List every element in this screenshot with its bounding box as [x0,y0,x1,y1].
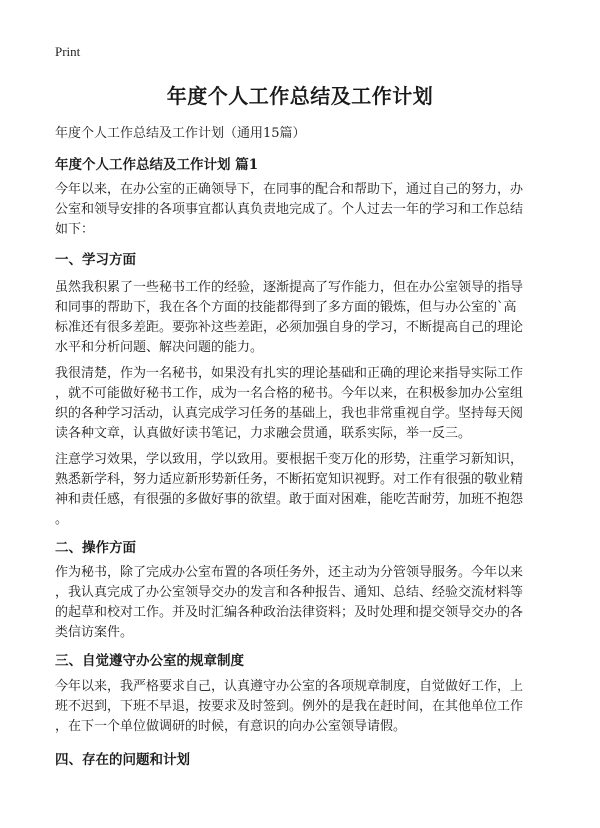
section-heading-study: 一、学习方面 [55,252,136,268]
section-heading-operation: 二、操作方面 [55,540,136,556]
paragraph-line: 作为秘书，除了完成办公室布置的各项任务外，还主动为分管领导服务。今年以来 [55,565,524,580]
paragraph-line: 神和责任感，有很强的多做好事的欲望。敢于面对困难，能吃苦耐劳，加班不抱怨 [55,492,524,507]
paragraph-line: 织的各种学习活动，认真完成学习任务的基础上，我也非常重视自学。坚持每天阅 [55,406,524,421]
paragraph-line: 熟悉新学科，努力适应新形势新任务，不断拓宽知识视野。对工作有很强的敬业精 [55,472,524,487]
intro-paragraph [55,180,550,240]
rules-paragraph-1 [55,677,550,737]
study-paragraph-2 [55,364,550,444]
paragraph-line: 。 [55,512,69,527]
paragraph-line: ，我认真完成了办公室领导交办的发言和各种报告、通知、总结、经验交流材料等 [55,585,524,600]
print-link[interactable]: Print [55,44,81,59]
study-paragraph-1 [55,278,550,358]
paragraph-line: 读各种文章，认真做好读书笔记，力求融会贯通，联系实际，举一反三。 [55,426,472,441]
section-heading-issues: 四、存在的问题和计划 [55,752,190,768]
paragraph-line: 如下： [55,222,95,237]
article-title: 年度个人工作总结及工作计划 篇1 [55,157,259,173]
paragraph-line: 和同事的帮助下，我在各个方面的技能都得到了多方面的锻炼，但与办公室的`高 [55,300,517,315]
document-title: 年度个人工作总结及工作计划 [166,84,434,108]
paragraph-line: 今年以来，我严格要求自己，认真遵守办公室的各项规章制度，自觉做好工作，上 [55,679,524,694]
paragraph-line: 班不迟到，下班不早退，按要求及时签到。例外的是我在赶时间，在其他单位工作 [55,699,524,714]
document-subtitle: 年度个人工作总结及工作计划（通用15篇） [55,126,306,141]
study-paragraph-3 [55,450,550,530]
paragraph-line: 的起草和校对工作。并及时汇编各种政治法律资料；及时处理和提交领导交办的各 [55,605,524,620]
paragraph-line: ，在下一个单位做调研的时候，有意识的向办公室领导请假。 [55,719,407,734]
paragraph-line: 标准还有很多差距。要弥补这些差距，必须加强自身的学习，不断提高自己的理论 [55,320,524,335]
paragraph-line: 注意学习效果，学以致用，学以致用。要根据千变万化的形势，注重学习新知识， [55,452,524,467]
operation-paragraph-1 [55,563,550,643]
paragraph-line: 今年以来，在办公室的正确领导下，在同事的配合和帮助下，通过自己的努力，办 [55,182,524,197]
paragraph-line: 类信访案件。 [55,625,134,640]
paragraph-line: ，就不可能做好秘书工作，成为一名合格的秘书。今年以来，在积极参加办公室组 [55,386,524,401]
paragraph-line: 虽然我积累了一些秘书工作的经验，逐渐提高了写作能力，但在办公室领导的指导 [55,280,524,295]
paragraph-line: 公室和领导安排的各项事宜都认真负责地完成了。个人过去一年的学习和工作总结 [55,202,524,217]
paragraph-line: 我很清楚，作为一名秘书，如果没有扎实的理论基础和正确的理论来指导实际工作 [55,366,524,381]
paragraph-line: 水平和分析问题、解决问题的能力。 [55,340,264,355]
section-heading-rules: 三、自觉遵守办公室的规章制度 [55,653,244,669]
